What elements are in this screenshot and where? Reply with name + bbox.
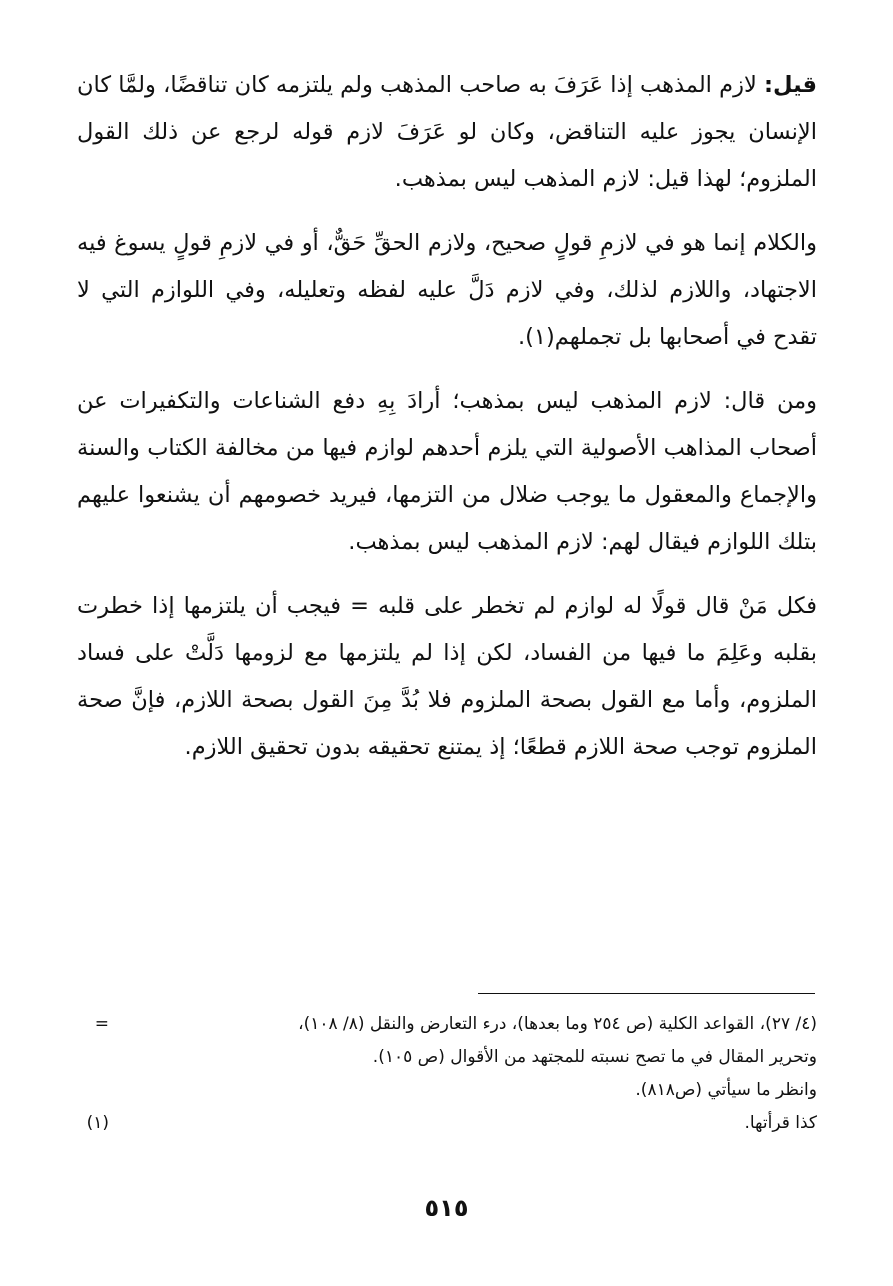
- footnotes: [77, 1008, 817, 1140]
- paragraph-text: فكل مَنْ قال قولًا له لوازم لم تخطر على قلبه = فيجب أن يلتزمها إذا خطرت بقلبه وعَلِمَ ما فيها من الفساد، لكن إذا لم يلتزمها مع لزومها دَلَّتْ على فساد الملزوم، وأما مع القول بصحة الملزوم فلا بُدَّ مِنَ القول بصحة اللازم، فإنَّ صحة الملزوم توجب صحة اللازم قطعًا؛ إذ يمتنع تحقيقه بدون تحقيق اللازم.: [77, 593, 817, 760]
- paragraph-lead-word: قيل:: [764, 72, 817, 98]
- footnote-marker: [77, 1074, 109, 1107]
- footnote-text: كذا قرأتها.: [744, 1113, 817, 1133]
- main-text: [77, 62, 817, 788]
- paragraph-1: [77, 62, 817, 203]
- page-number: ٥١٥: [424, 1194, 469, 1222]
- footnote-separator: [478, 993, 815, 994]
- footnote-line: [77, 1074, 817, 1107]
- paragraph-4: [77, 583, 817, 771]
- footnote-marker: (١): [86, 1113, 109, 1133]
- paragraph-text: والكلام إنما هو في لازمِ قولٍ صحيح، ولازم الحقِّ حَقٌّ، أو في لازمِ قولٍ يسوغ فيه الاجتهاد، واللازم لذلك، وفي لازم دَلَّ عليه لفظه وتعليله، وفي اللوازم التي لا تقدح في أصحابها بل تجملهم(١).: [77, 230, 817, 350]
- footnote-line: [77, 1041, 817, 1074]
- footnote-text: وتحرير المقال في ما تصح نسبته للمجتهد من الأقوال (ص ١٠٥).: [372, 1047, 817, 1067]
- footnote-marker: =: [94, 1014, 109, 1034]
- footnote-marker: [77, 1041, 109, 1074]
- paragraph-2: [77, 220, 817, 361]
- footnote-text: (٤/ ٢٧)، القواعد الكلية (ص ٢٥٤ وما بعدها)، درء التعارض والنقل (٨/ ١٠٨)،: [298, 1014, 817, 1034]
- footnote-line: [77, 1008, 817, 1041]
- paragraph-3: [77, 378, 817, 566]
- footnote-line: [77, 1107, 817, 1140]
- footnote-text: وانظر ما سيأتي (ص٨١٨).: [635, 1080, 817, 1100]
- paragraph-text: لازم المذهب إذا عَرَفَ به صاحب المذهب ولم يلتزمه كان تناقضًا، ولمَّا كان الإنسان يجوز عليه التناقض، وكان لو عَرَفَ لازم قوله لرجع عن ذلك القول الملزوم؛ لهذا قيل: لازم المذهب ليس بمذهب.: [77, 72, 817, 192]
- paragraph-text: ومن قال: لازم المذهب ليس بمذهب؛ أرادَ بِهِ دفع الشناعات والتكفيرات عن أصحاب المذاهب الأصولية التي يلزم أحدهم لوازم فيها من مخالفة الكتاب والسنة والإجماع والمعقول ما يوجب ضلال من التزمها، فيريد خصومهم أن يشنعوا عليهم بتلك اللوازم فيقال لهم: لازم المذهب ليس بمذهب.: [77, 388, 817, 555]
